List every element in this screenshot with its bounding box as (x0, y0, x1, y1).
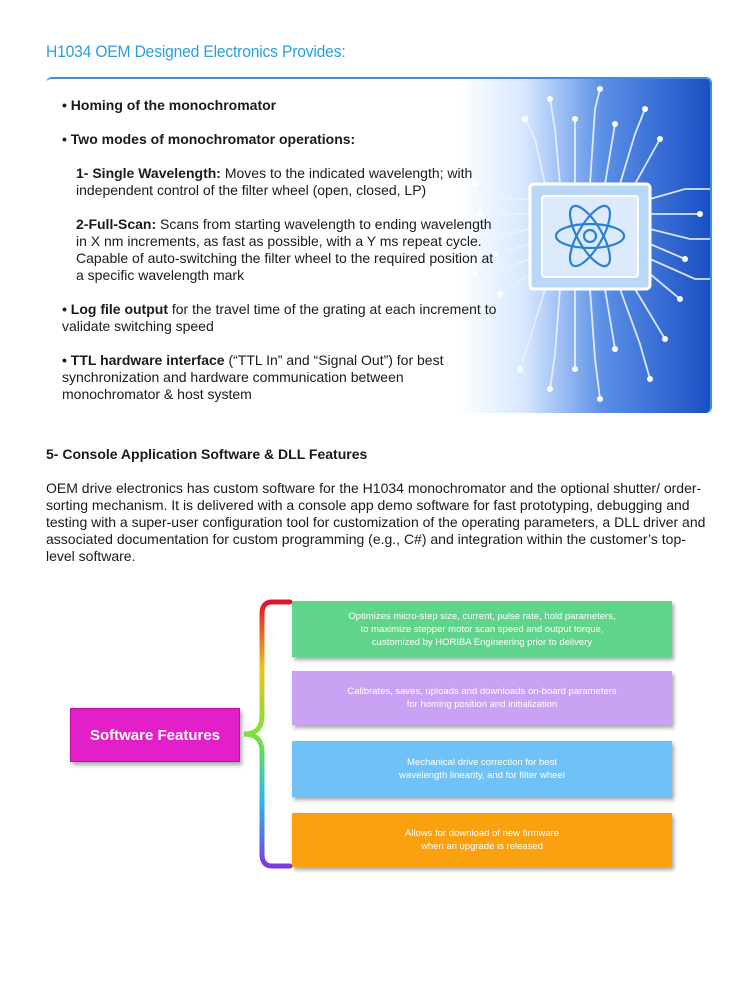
feature-box: Calibrates, saves, uploads and downloads on-board parameters for homing position and initialization (292, 671, 672, 725)
bullet-homing: • Homing of the monochromator (62, 97, 277, 113)
section-body: OEM drive electronics has custom software for the H1034 monochromator and the optional shutter/ order-sorting mechanism. It is delivered with a console app demo software for fast prototyping, debugging and testing with a super-user configuration tool for customization of the operating parameters, a DLL driver and associated documentation for custom programming (e.g., C#) and integration within the customer’s top-level software. (46, 480, 706, 564)
features-card (46, 77, 712, 413)
page-title: H1034 OEM Designed Electronics Provides: (46, 42, 346, 61)
feature-box: Mechanical drive correction for best wavelength linearity, and for filter wheel (292, 741, 672, 797)
bullet-log-file: • Log file output for the travel time of the grating at each increment to validate switching speed (62, 301, 497, 334)
mode-single-wavelength: 1- Single Wavelength: Moves to the indicated wavelength; with independent control of the filter wheel (open, closed, LP) (76, 165, 473, 198)
circuit-chip-atom-icon (470, 79, 710, 413)
brace-connector (236, 598, 296, 870)
bullet-modes: • Two modes of monochromator operations: (62, 131, 356, 147)
mode-full-scan: 2-Full-Scan: Scans from starting wavelength to ending wavelength in X nm increments, as fast as possible, with a Y ms repeat cycle. Capable of auto-switching the filter wheel to the required position at a specific wavelength mark (76, 216, 494, 283)
card-text (62, 97, 502, 413)
software-features-label: Software Features (70, 708, 240, 762)
bullet-ttl: • TTL hardware interface (“TTL In” and “Signal Out”) for best synchronization and hardware communication between monochromator & host system (62, 352, 444, 402)
section-heading: 5- Console Application Software & DLL Features (46, 446, 368, 462)
feature-box: Allows for download of new firmware when an upgrade is released (292, 813, 672, 867)
feature-box: Optimizes micro-step size, current, pulse rate, hold parameters, to maximize stepper motor scan speed and output torque, customized by HORIBA Engineering prior to delivery (292, 601, 672, 657)
